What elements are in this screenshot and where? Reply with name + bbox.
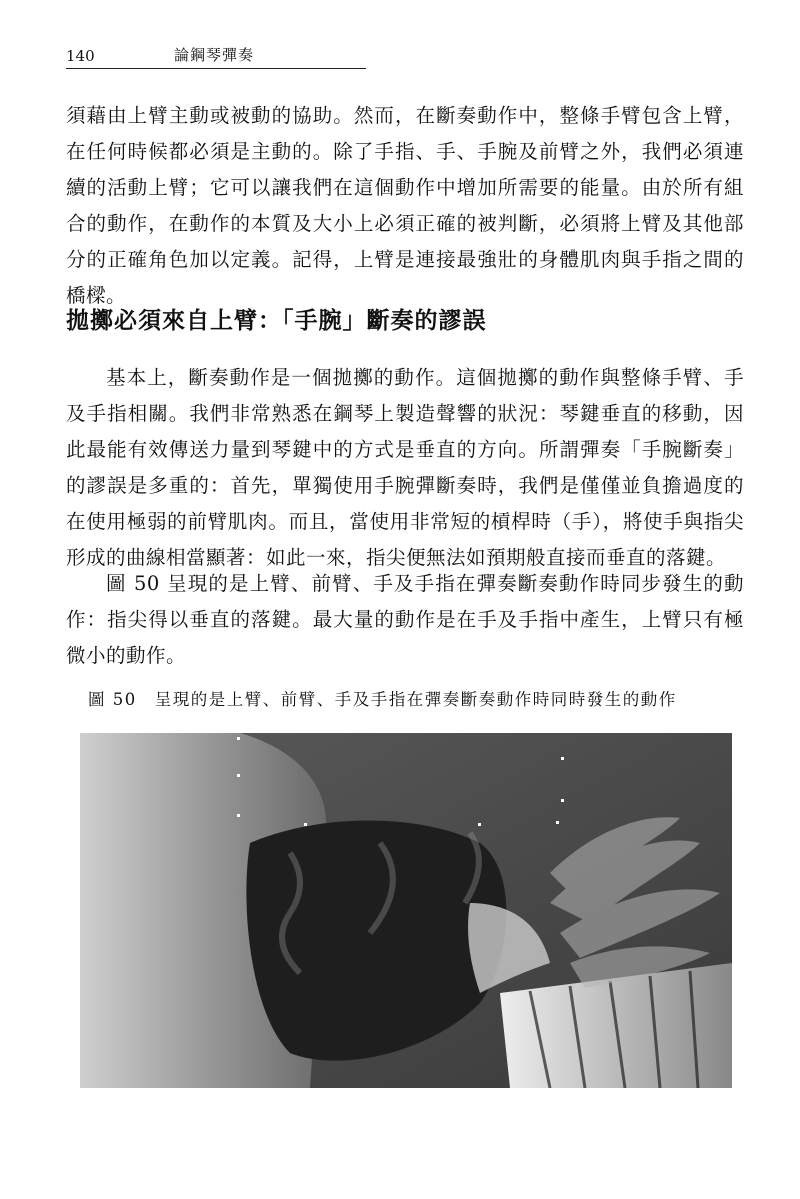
section-heading: 拋擲必須來自上臂：「手腕」斷奏的謬誤: [66, 308, 487, 334]
paragraph-3: 圖 50 呈現的是上臂、前臂、手及手指在彈奏斷奏動作時同步發生的動作：指尖得以垂直的落鍵。最大量的動作是在手及手指中產生，上臂只有極微小的動作。: [66, 572, 744, 667]
paragraph-2: 基本上，斷奏動作是一個拋擲的動作。這個拋擲的動作與整條手臂、手及手指相關。我們非常熟悉在鋼琴上製造聲響的狀況：琴鍵垂直的移動，因此最能有效傳送力量到琴鍵中的方式是垂直的方向。所謂彈奏「手腕斷奏」的謬誤是多重的：首先，單獨使用手腕彈斷奏時，我們是僅僅並負擔過度的在使用極弱的前臂肌肉。而且，當使用非常短的槓桿時（手），將使手與指尖形成的曲線相當顯著：如此一來，指尖便無法如預期般直接而垂直的落鍵。: [66, 366, 744, 569]
paragraph-1: 須藉由上臂主動或被動的協助。然而，在斷奏動作中，整條手臂包含上臂，在任何時候都必須是主動的。除了手指、手、手腕及前臂之外，我們必須連續的活動上臂；它可以讓我們在這個動作中增加所需要的能量。由於所有組合的動作，在動作的本質及大小上必須正確的被判斷，必須將上臂及其他部分的正確角色加以定義。記得，上臂是連接最強壯的身體肌肉與手指之間的橋樑。: [66, 104, 744, 307]
running-title: 論鋼琴彈奏: [174, 46, 255, 64]
page-number: 140: [66, 47, 95, 65]
figure-photo: [80, 733, 732, 1088]
figure-caption: 圖 50 呈現的是上臂、前臂、手及手指在彈奏斷奏動作時同時發生的動作: [88, 690, 677, 709]
running-header: [66, 42, 366, 69]
photo-pianist-hands-icon: [80, 733, 732, 1088]
